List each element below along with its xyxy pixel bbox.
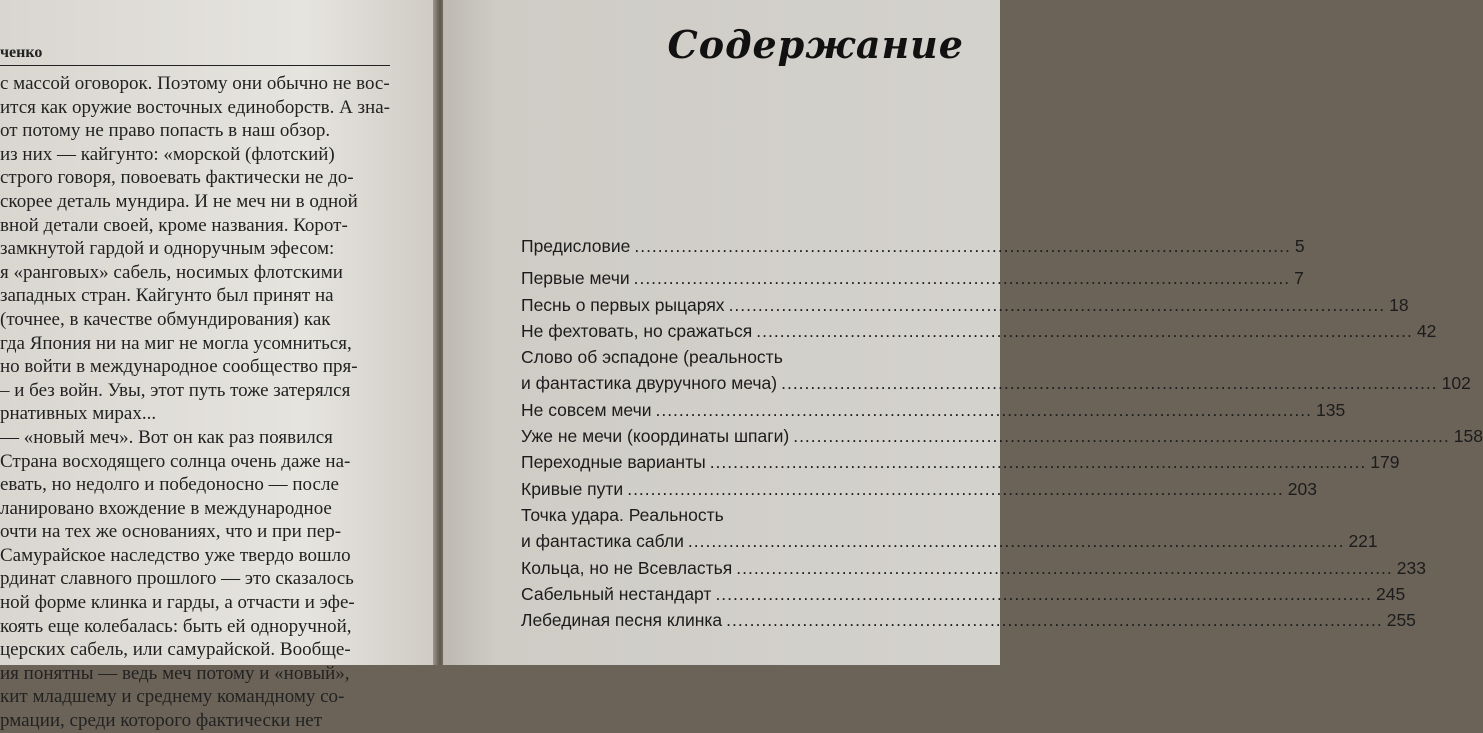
- toc-page-number: 102: [1441, 373, 1471, 394]
- toc-entry-title: Кривые пути: [521, 478, 624, 499]
- toc-entry-title: Первые мечи: [521, 268, 630, 289]
- table-of-contents: [521, 236, 1483, 636]
- toc-entry: [521, 236, 1305, 262]
- toc-entry: [521, 399, 1346, 426]
- text-line: – и без войн. Увы, этот путь тоже затерялся: [0, 379, 351, 401]
- toc-page-number: 203: [1287, 478, 1317, 499]
- toc-leader-dots: [634, 236, 1291, 257]
- toc-entry-title: Переходные варианты: [521, 452, 706, 473]
- toc-entry-title: Уже не мечи (координаты шпаги): [521, 426, 790, 447]
- toc-leader-dots: [729, 295, 1386, 316]
- left-page-text: [0, 72, 392, 733]
- text-line: но войти в международное сообщество пря-: [0, 356, 358, 378]
- toc-entry-title: Кольца, но не Всевластья: [521, 557, 733, 578]
- toc-title: Содержание: [667, 22, 964, 67]
- toc-leader-dots: [726, 610, 1383, 631]
- text-line: ится как оружие восточных единоборств. А зна-: [0, 96, 390, 118]
- toc-leader-dots: [710, 452, 1367, 473]
- text-line: ия понятны — ведь меч потому и «новый»,: [0, 662, 350, 684]
- toc-page-number: 42: [1416, 320, 1437, 341]
- text-line: — «новый меч». Вот он как раз появился: [0, 426, 333, 448]
- toc-entry: [521, 505, 966, 531]
- toc-page-number: 18: [1389, 294, 1409, 315]
- text-line: церских сабель, или самурайской. Вообще-: [0, 639, 351, 661]
- toc-page-number: 158: [1453, 426, 1483, 447]
- text-line: кит младшему и среднему командному со-: [0, 686, 345, 708]
- toc-leader-dots: [793, 426, 1450, 447]
- right-book-page: [443, 0, 1483, 665]
- text-line: рнативных мирах...: [0, 403, 157, 425]
- toc-page-number: 179: [1370, 452, 1400, 473]
- toc-entry-title: и фантастика двуручного меча): [521, 373, 778, 394]
- toc-entry-title: и фантастика сабли: [521, 531, 684, 552]
- toc-page-number: 255: [1386, 610, 1416, 631]
- toc-entry: [521, 531, 1378, 557]
- toc-entry: [521, 320, 1437, 347]
- toc-entry: [521, 373, 1471, 399]
- toc-leader-dots: [781, 373, 1438, 394]
- text-line: строго говоря, повоевать фактически не до-: [0, 167, 354, 189]
- toc-leader-dots: [715, 584, 1372, 605]
- text-line: ланировано вхождение в международное: [0, 497, 332, 519]
- toc-entry-title: Точка удара. Реальность: [521, 504, 724, 525]
- toc-entry-title: Предисловие: [521, 236, 631, 256]
- left-book-page: [0, 0, 437, 732]
- toc-entry: [521, 347, 966, 373]
- toc-entry-title: Лебединая песня клинка: [521, 610, 723, 631]
- text-line: евать, но недолго и победоносно — после: [0, 474, 339, 496]
- toc-entry: [521, 478, 1317, 505]
- text-line: гда Япония ни на миг не могла усомниться,: [0, 332, 352, 354]
- toc-entry: [521, 583, 1406, 610]
- text-line: западных стран. Кайгунто был принят на: [0, 285, 334, 307]
- toc-leader-dots: [627, 479, 1284, 500]
- toc-leader-dots: [655, 400, 1312, 421]
- toc-page-number: 221: [1348, 531, 1378, 552]
- toc-leader-dots: [756, 321, 1413, 342]
- toc-entry: [521, 610, 1416, 636]
- toc-leader-dots: [634, 268, 1291, 289]
- toc-entry-title: Сабельный нестандарт: [521, 583, 712, 604]
- text-line: очти на тех же основаниях, что и при пер-: [0, 521, 342, 543]
- running-head: ченко: [0, 44, 390, 66]
- toc-entry: [521, 294, 1409, 321]
- text-line: ной форме клинка и гарды, а отчасти и эфе-: [0, 592, 355, 614]
- text-line: замкнутой гардой и одноручным эфесом:: [0, 238, 335, 260]
- toc-entry-title: Песнь о первых рыцарях: [521, 294, 725, 315]
- toc-leader-dots: [688, 531, 1345, 552]
- text-line: скорее деталь мундира. И не меч ни в одной: [0, 190, 358, 212]
- toc-entry-title: Не совсем мечи: [521, 399, 652, 420]
- text-line: вной детали своей, кроме названия. Корот-: [0, 214, 348, 236]
- text-line: рдинат славного прошлого — это сказалось: [0, 568, 354, 590]
- text-line: я «ранговых» сабель, носимых флотскими: [0, 261, 343, 283]
- toc-entry-title: Слово об эспадоне (реальность: [521, 347, 783, 368]
- toc-page-number: 5: [1294, 236, 1305, 256]
- text-line: из них — кайгунто: «морской (флотский): [0, 143, 335, 165]
- text-line: Самурайское наследство уже твердо вошло: [0, 544, 351, 566]
- toc-page-number: 7: [1294, 268, 1304, 289]
- toc-entry-title: Не фехтовать, но сражаться: [521, 320, 753, 341]
- text-line: с массой оговорок. Поэтому они обычно не вос-: [0, 73, 390, 94]
- toc-page-number: 245: [1376, 583, 1406, 604]
- toc-entry: [521, 268, 1304, 294]
- text-line: рмации, среди которого фактически нет: [0, 710, 323, 732]
- toc-leader-dots: [736, 558, 1393, 579]
- text-line: (точнее, в качестве обмундирования) как: [0, 308, 331, 330]
- toc-entry: [521, 452, 1400, 478]
- toc-entry: [521, 557, 1426, 584]
- text-line: коять еще колебалась: быть ей одноручной,: [0, 615, 352, 637]
- toc-page-number: 135: [1316, 399, 1346, 420]
- toc-entry: [521, 426, 1483, 452]
- text-line: от потому не право попасть в наш обзор.: [0, 120, 331, 142]
- text-line: Страна восходящего солнца очень даже на-: [0, 450, 351, 472]
- toc-page-number: 233: [1396, 557, 1426, 578]
